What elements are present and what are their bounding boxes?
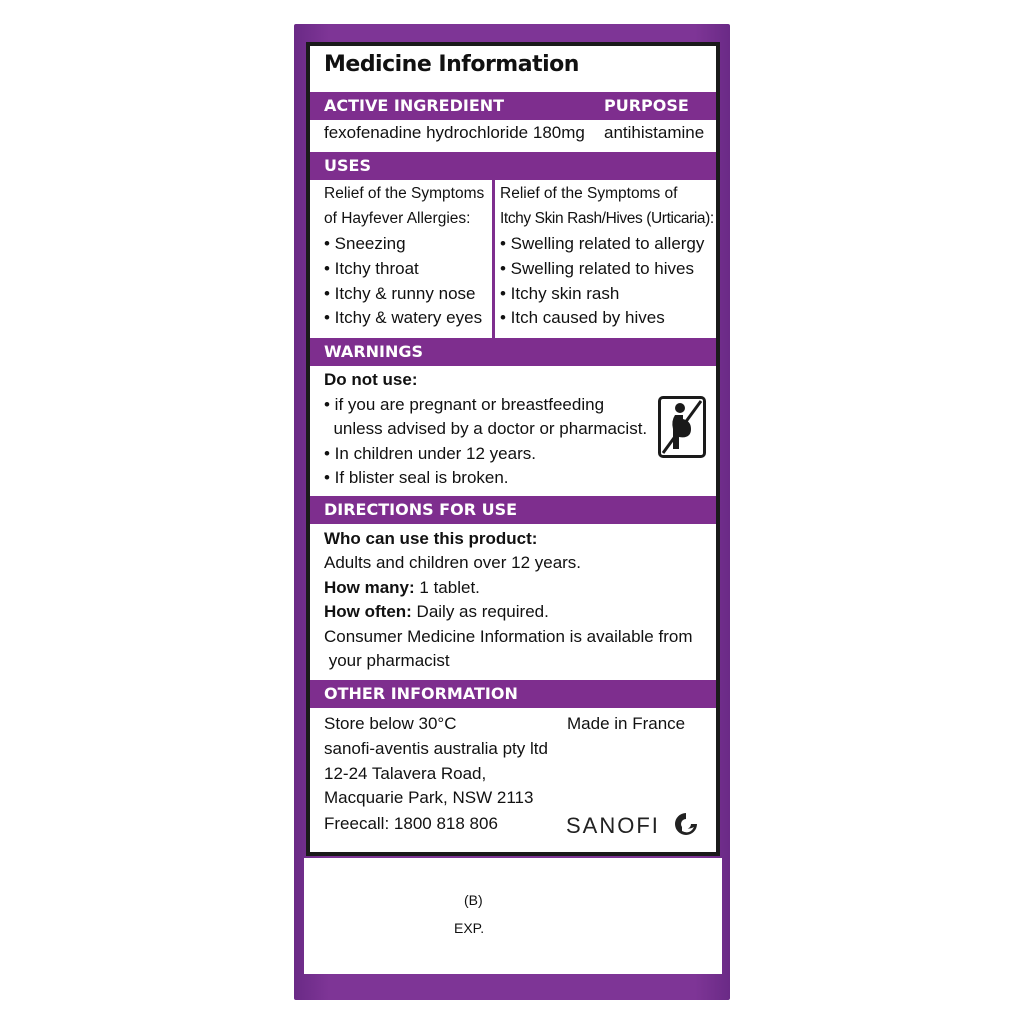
uses-label: USES [324, 156, 371, 175]
warnings-header [310, 338, 716, 366]
list-item: • Itchy & watery eyes [324, 308, 483, 327]
cmi-line-1: Consumer Medicine Information is available from [324, 627, 693, 646]
list-item: • Itch caused by hives [500, 308, 665, 327]
active-ingredient-header [310, 92, 716, 120]
panel-title: Medicine Information [324, 52, 579, 77]
list-item: • Swelling related to allergy [500, 234, 705, 253]
how-often-value: Daily as required. [411, 602, 549, 621]
uses-left-intro-2: of Hayfever Allergies: [324, 210, 471, 227]
how-often-label: How often: [324, 602, 412, 621]
medicine-info-panel [306, 42, 720, 856]
how-many-value: 1 tablet. [414, 578, 480, 597]
how-many-label: How many: [324, 578, 415, 597]
how-often-line [324, 600, 549, 625]
list-item: • Itchy throat [324, 259, 419, 278]
other-line: Store below 30°C [324, 714, 457, 733]
list-item: • If blister seal is broken. [324, 468, 509, 487]
list-item: unless advised by a doctor or pharmacist. [324, 419, 648, 438]
warnings-label: WARNINGS [324, 342, 424, 361]
other-info-label: OTHER INFORMATION [324, 684, 518, 703]
list-item: • Sneezing [324, 234, 406, 253]
sanofi-swirl-icon [672, 811, 700, 837]
who-label: Who can use this product: [324, 529, 538, 548]
made-in-label: Made in France [567, 714, 686, 733]
batch-label: (B) [464, 892, 483, 908]
list-item: • if you are pregnant or breastfeeding [324, 395, 605, 414]
sanofi-wordmark: SANOFI [566, 813, 660, 838]
no-pregnancy-icon [658, 396, 706, 458]
uses-right-intro-1: Relief of the Symptoms of [500, 185, 678, 202]
purpose-value: antihistamine [604, 123, 705, 142]
expiry-label: EXP. [454, 920, 485, 936]
directions-label: DIRECTIONS FOR USE [324, 500, 518, 519]
uses-divider [492, 180, 495, 338]
batch-expiry-area [304, 858, 722, 974]
uses-left-intro-1: Relief of the Symptoms [324, 185, 485, 202]
ingredient-value: fexofenadine hydrochloride 180mg [324, 123, 585, 142]
other-line: 12-24 Talavera Road, [324, 764, 487, 783]
sanofi-logo [566, 811, 700, 839]
do-not-use-label: Do not use: [324, 370, 418, 389]
uses-header [310, 152, 716, 180]
list-item: • Itchy skin rash [500, 284, 620, 303]
purpose-label: PURPOSE [604, 96, 689, 115]
list-item: • Swelling related to hives [500, 259, 694, 278]
other-line: Macquarie Park, NSW 2113 [324, 788, 534, 807]
directions-header [310, 496, 716, 524]
other-line: sanofi-aventis australia pty ltd [324, 739, 548, 758]
active-ingredient-label: ACTIVE INGREDIENT [324, 96, 505, 115]
uses-right-intro-2: Itchy Skin Rash/Hives (Urticaria): [500, 210, 714, 227]
cmi-line-2: your pharmacist [324, 651, 450, 670]
list-item: • Itchy & runny nose [324, 284, 476, 303]
how-many-line [324, 576, 480, 601]
other-line: Freecall: 1800 818 806 [324, 814, 498, 833]
other-info-header [310, 680, 716, 708]
list-item: • In children under 12 years. [324, 444, 536, 463]
who-value: Adults and children over 12 years. [324, 553, 582, 572]
